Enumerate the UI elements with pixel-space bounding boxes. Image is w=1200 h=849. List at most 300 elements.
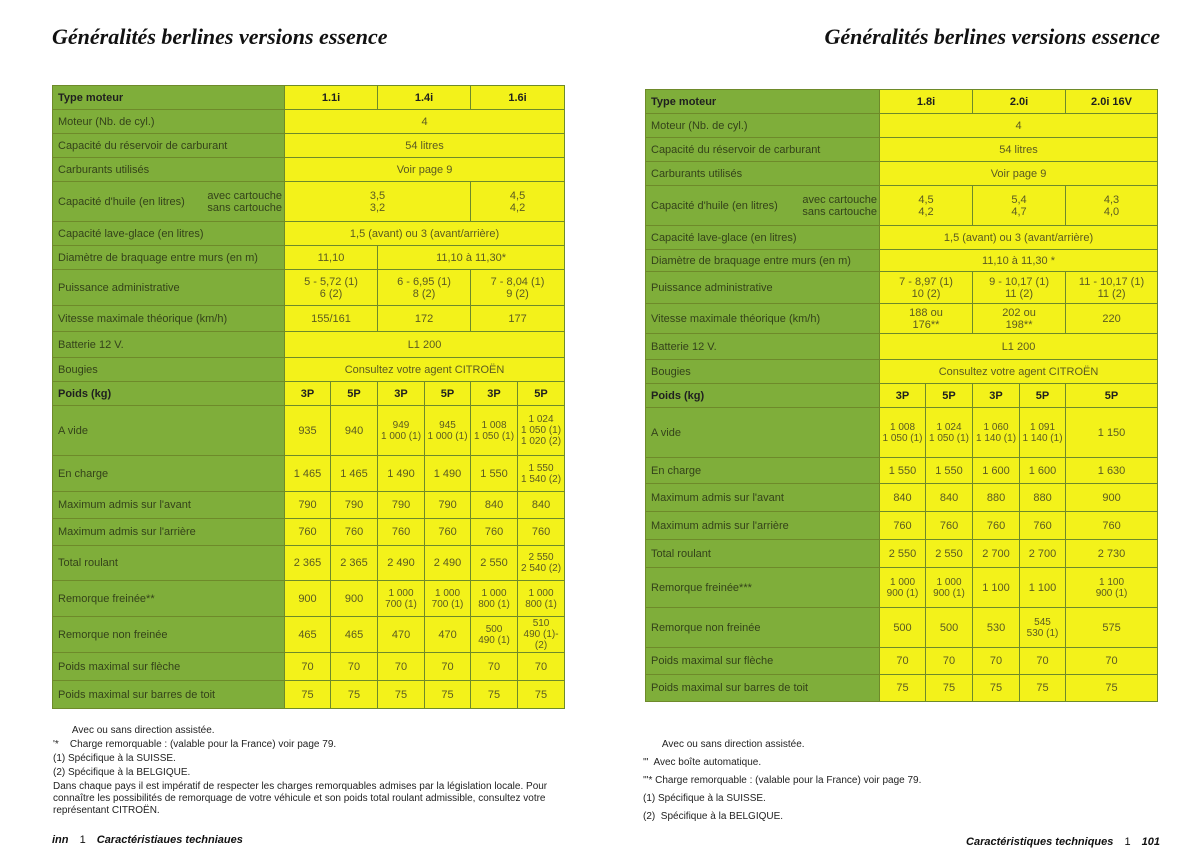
cell-value <box>518 492 565 519</box>
cell-value <box>471 581 518 617</box>
weight-value: 2 700 <box>982 547 1010 560</box>
weight-value: 465 <box>298 628 317 641</box>
oil-value: 4,5 <box>509 189 526 202</box>
footnote: '" Avec boîte automatique. <box>643 757 762 768</box>
cell-value <box>425 492 471 519</box>
cell-value <box>378 653 425 681</box>
weight-value: 790 <box>438 499 457 511</box>
cell-value <box>285 617 331 653</box>
weight-value: 465 <box>344 628 364 641</box>
cell-value <box>285 581 331 617</box>
cell-value <box>1020 648 1066 675</box>
footnote: '* Charge remorquable : (valable pour la France) voir page 79. <box>53 739 337 750</box>
cell-value <box>378 456 425 492</box>
weight-variant-value: 1 540 (2) <box>521 473 562 485</box>
cell-value <box>471 456 518 492</box>
weight-value: 75 <box>989 682 1003 694</box>
table-row <box>53 456 565 492</box>
weight-value: 840 <box>531 499 551 511</box>
weight-value: 1 550 <box>480 467 508 480</box>
weight-value: 949 <box>392 419 410 431</box>
weight-variant-value: 1 000 (1) <box>381 430 422 442</box>
power-value: 11 (2) <box>1005 287 1033 300</box>
row-label: Batterie 12 V. <box>53 332 285 358</box>
cell-value <box>331 456 378 492</box>
cell-value <box>425 617 471 653</box>
footnote: Avec ou sans direction assistée. <box>643 739 805 750</box>
cell-value <box>973 648 1020 675</box>
cell-value <box>880 408 926 458</box>
footnote: (1) Spécifique à la SUISSE. <box>643 793 766 804</box>
table-row <box>646 360 1158 384</box>
cell-value <box>880 568 926 608</box>
header-type-moteur: Type moteur <box>646 90 880 114</box>
weights-header-row <box>53 382 565 406</box>
table-row <box>53 158 565 182</box>
table-row <box>646 250 1158 272</box>
cell-value <box>926 608 973 648</box>
cell-value <box>285 681 331 709</box>
weight-column-header: 3P <box>471 382 518 406</box>
speed-value: 176** <box>912 318 940 331</box>
weight-value: 2 365 <box>340 557 368 569</box>
weight-value: 760 <box>344 526 364 538</box>
weight-value: 2 730 <box>1097 547 1126 560</box>
cell-value <box>880 272 973 304</box>
cell-value <box>1020 568 1066 608</box>
weight-value: 510 <box>532 618 550 629</box>
cell-value: 177 <box>471 306 565 332</box>
cell-value <box>880 608 926 648</box>
cell-value <box>331 406 378 456</box>
weight-value: 790 <box>391 499 411 511</box>
cell-value <box>973 272 1066 304</box>
row-label: Maximum admis sur l'arrière <box>646 512 880 540</box>
weight-variant-value: 1 050 (1) <box>521 425 562 436</box>
header-engine: 2.0i <box>973 90 1066 114</box>
cell-value <box>926 568 973 608</box>
table-row <box>53 182 565 222</box>
cell-value <box>425 519 471 546</box>
cell-value: 54 litres <box>285 134 565 158</box>
cell-value <box>880 458 926 484</box>
weight-value: 1 600 <box>982 464 1010 477</box>
table-row <box>53 110 565 134</box>
cell-value: Consultez votre agent CITROËN <box>880 360 1158 384</box>
weight-variant-value: 700 (1) <box>385 598 417 610</box>
cell-value <box>973 568 1020 608</box>
power-value: 11 - 10,17 (1) <box>1078 275 1145 288</box>
row-label: Bougies <box>53 358 285 382</box>
table-row <box>53 332 565 358</box>
weight-value: 75 <box>942 682 956 694</box>
oil-value: 3,2 <box>369 201 386 214</box>
cell-value <box>973 186 1066 226</box>
row-label: Vitesse maximale théorique (km/h) <box>53 306 285 332</box>
weight-value: 1 024 <box>936 421 962 433</box>
table-row <box>646 186 1158 226</box>
footnote-paragraph: Dans chaque pays il est impératif de respecter les charges remorquables admises par la législation locale. Pour connaître les possibilités de remorquage de votre véhicule et son poids total roulant admissible, consultez votre représentant CITROËN. <box>53 781 548 816</box>
weight-column-header: 3P <box>880 384 926 408</box>
power-value: 6 (2) <box>319 287 343 300</box>
cell-value <box>1066 408 1158 458</box>
weight-value: 2 365 <box>293 557 322 569</box>
weight-variant-value: 1 050 (1) <box>928 432 970 444</box>
oil-sublabels <box>802 194 877 218</box>
weight-variant-value: 2 540 (2) <box>521 563 562 574</box>
speed-value: 188 ou <box>909 306 943 319</box>
oil-value: 4,2 <box>509 201 526 214</box>
weight-value: 1 465 <box>293 467 322 480</box>
cell-value <box>425 653 471 681</box>
cell-value <box>1066 608 1158 648</box>
table-row <box>646 408 1158 458</box>
cell-value: 54 litres <box>880 138 1158 162</box>
row-label: Remorque freinée** <box>53 581 285 617</box>
weight-value: 1 550 <box>528 462 554 474</box>
row-label: Carburants utilisés <box>646 162 880 186</box>
weight-value: 760 <box>531 526 551 538</box>
cell-value <box>378 492 425 519</box>
weight-value: 1 008 <box>481 419 507 431</box>
row-label: Batterie 12 V. <box>646 334 880 360</box>
weight-value: 500 <box>939 621 959 634</box>
cell-value <box>518 546 565 581</box>
weight-column-header: 5P <box>926 384 973 408</box>
weight-value: 2 550 <box>888 547 917 560</box>
cell-value <box>285 519 331 546</box>
cell-value <box>1020 484 1066 512</box>
row-label: Capacité du réservoir de carburant <box>646 138 880 162</box>
weight-variant-value: 490 (1) <box>478 634 510 646</box>
page-number: 101 <box>1141 836 1160 848</box>
header-type-moteur: Type moteur <box>53 86 285 110</box>
table-header-row <box>646 90 1158 114</box>
weight-value: 1 630 <box>1097 464 1126 477</box>
weight-value: 1 091 <box>1030 421 1056 433</box>
cell-value <box>1066 484 1158 512</box>
footer-right <box>966 836 1160 848</box>
weight-value: 1 100 <box>1028 581 1057 594</box>
weight-variant-value: 1 050 (1) <box>882 432 923 444</box>
table-row <box>53 306 565 332</box>
weight-value: 790 <box>344 499 364 511</box>
weight-value: 70 <box>487 660 501 673</box>
cell-value <box>926 408 973 458</box>
table-row <box>646 226 1158 250</box>
weight-value: 2 550 <box>528 552 554 563</box>
weight-value: 1 490 <box>387 467 415 480</box>
weight-value: 790 <box>298 499 317 511</box>
weight-column-header: 3P <box>285 382 331 406</box>
power-value: 7 - 8,04 (1) <box>490 275 545 288</box>
row-label: Maximum admis sur l'avant <box>646 484 880 512</box>
cell-value <box>973 608 1020 648</box>
table-row <box>53 358 565 382</box>
weight-variant-value: 1 000 (1) <box>427 430 468 442</box>
row-label <box>646 186 880 226</box>
oil-value: 4,3 <box>1103 193 1120 206</box>
cell-value <box>880 304 973 334</box>
header-engine: 2.0i 16V <box>1066 90 1158 114</box>
cell-value <box>518 653 565 681</box>
row-label: Moteur (Nb. de cyl.) <box>646 114 880 138</box>
weight-value: 70 <box>301 660 314 673</box>
cell-value <box>378 581 425 617</box>
row-label: Maximum admis sur l'avant <box>53 492 285 519</box>
row-label: Capacité lave-glace (en litres) <box>53 222 285 246</box>
weight-value: 760 <box>1033 519 1052 532</box>
row-label: Puissance administrative <box>646 272 880 304</box>
row-label: Poids maximal sur barres de toit <box>646 675 880 702</box>
weight-column-header: 5P <box>331 382 378 406</box>
weight-value: 75 <box>1105 682 1118 694</box>
weight-variant-value: 1 050 (1) <box>474 430 515 442</box>
table-row <box>646 540 1158 568</box>
cell-value: L1 200 <box>880 334 1158 360</box>
table-row <box>646 484 1158 512</box>
table-row <box>646 568 1158 608</box>
weight-value: 760 <box>939 519 959 532</box>
cell-value <box>1066 272 1158 304</box>
cell-value <box>285 456 331 492</box>
cell-value <box>471 492 518 519</box>
cell-value <box>926 648 973 675</box>
weight-value: 900 <box>344 592 364 605</box>
cell-value: Consultez votre agent CITROËN <box>285 358 565 382</box>
row-label: Puissance administrative <box>53 270 285 306</box>
row-label: En charge <box>646 458 880 484</box>
footer-section: Caractéristiques techniques <box>966 836 1114 848</box>
weight-value: 500 <box>893 621 912 634</box>
table-row <box>53 222 565 246</box>
cell-value <box>471 406 518 456</box>
weight-value: 1 550 <box>935 464 963 477</box>
cell-value <box>1066 540 1158 568</box>
weight-variant-value: 1 140 (1) <box>1022 432 1063 444</box>
weight-value: 1 150 <box>1097 426 1126 439</box>
cell-value <box>378 617 425 653</box>
weight-column-header: 5P <box>518 382 565 406</box>
weight-value: 1 024 <box>528 414 554 425</box>
footer-section: Caractéristiaues techniaues <box>96 834 243 846</box>
weight-value: 70 <box>394 660 408 673</box>
weight-value: 75 <box>394 688 408 701</box>
cell-value: 11,10 à 11,30* <box>378 246 565 270</box>
table-row <box>646 648 1158 675</box>
cell-value <box>1020 408 1066 458</box>
power-value: 10 (2) <box>911 287 941 300</box>
oil-value: 4,5 <box>918 193 934 206</box>
cell-value <box>285 406 331 456</box>
cell-value: L1 200 <box>285 332 565 358</box>
weight-value: 2 550 <box>935 547 963 560</box>
row-label: Carburants utilisés <box>53 158 285 182</box>
table-row <box>646 512 1158 540</box>
table-row <box>646 458 1158 484</box>
table-row <box>53 246 565 270</box>
weight-value: 75 <box>301 688 314 701</box>
cell-value <box>378 519 425 546</box>
cell-value <box>926 512 973 540</box>
cell-value <box>425 406 471 456</box>
table-row <box>646 138 1158 162</box>
table-row <box>53 492 565 519</box>
cell-value <box>285 546 331 581</box>
row-label: Diamètre de braquage entre murs (en m) <box>53 246 285 270</box>
weight-column-header: 3P <box>973 384 1020 408</box>
row-label: Total roulant <box>53 546 285 581</box>
weight-value: 1 465 <box>340 467 368 480</box>
weight-variant-value: 490 (1)-(2) <box>523 629 559 651</box>
cell-value <box>880 484 926 512</box>
cell-value <box>425 681 471 709</box>
header-weights: Poids (kg) <box>53 382 285 406</box>
weight-variant-value: 530 (1) <box>1026 627 1059 639</box>
weight-variant-value: 700 (1) <box>431 598 464 610</box>
footnote: Avec ou sans direction assistée. <box>53 725 215 736</box>
row-label: A vide <box>646 408 880 458</box>
cell-value <box>973 675 1020 702</box>
row-label <box>53 182 285 222</box>
cell-value <box>471 681 518 709</box>
weight-value: 1 000 <box>889 576 916 588</box>
cell-value <box>880 512 926 540</box>
cell-value <box>973 540 1020 568</box>
weight-value: 840 <box>893 491 912 504</box>
weight-value: 880 <box>986 491 1006 504</box>
cell-value: 11,10 <box>285 246 378 270</box>
weight-value: 530 <box>986 621 1006 634</box>
cell-value: 11,10 à 11,30 * <box>880 250 1158 272</box>
cell-value <box>285 182 471 222</box>
footnote: (1) Spécifique à la SUISSE. <box>53 753 176 764</box>
cell-value <box>518 681 565 709</box>
row-label: Total roulant <box>646 540 880 568</box>
cell-value <box>425 546 471 581</box>
table-row <box>53 406 565 456</box>
weight-value: 1 100 <box>982 581 1010 594</box>
page-title-right: Généralités berlines versions essence <box>824 24 1160 49</box>
weight-value: 900 <box>1102 491 1121 504</box>
row-label: Vitesse maximale théorique (km/h) <box>646 304 880 334</box>
weight-value: 75 <box>487 688 501 701</box>
cell-value: Voir page 9 <box>880 162 1158 186</box>
weight-value: 1 100 <box>1099 576 1125 588</box>
cell-value <box>285 270 378 306</box>
cell-value <box>973 484 1020 512</box>
weight-value: 1 550 <box>888 464 917 477</box>
power-value: 9 (2) <box>506 287 529 300</box>
cell-value <box>880 648 926 675</box>
cell-value <box>518 519 565 546</box>
cell-value <box>926 540 973 568</box>
weight-value: 75 <box>1036 682 1049 694</box>
weight-value: 75 <box>441 688 454 701</box>
weight-variant-value: 800 (1) <box>478 598 510 610</box>
header-weights: Poids (kg) <box>646 384 880 408</box>
cell-value <box>331 681 378 709</box>
power-value: 6 - 6,95 (1) <box>397 275 451 288</box>
cell-value <box>1020 512 1066 540</box>
weight-value: 1 000 <box>481 587 507 599</box>
power-value: 8 (2) <box>412 287 436 300</box>
cell-value <box>378 546 425 581</box>
weight-value: 1 000 <box>388 587 414 599</box>
weight-value: 1 490 <box>433 467 462 480</box>
row-label: Diamètre de braquage entre murs (en m) <box>646 250 880 272</box>
cell-value <box>471 653 518 681</box>
cell-value: 172 <box>378 306 471 332</box>
row-label: Bougies <box>646 360 880 384</box>
cell-value <box>1020 675 1066 702</box>
footer-separator: 1 <box>79 834 86 846</box>
weight-value: 1 000 <box>936 576 962 588</box>
weight-column-header: 5P <box>1020 384 1066 408</box>
oil-value: 4,0 <box>1103 205 1120 218</box>
weight-value: 70 <box>441 660 454 673</box>
table-row <box>53 546 565 581</box>
cell-value: 1,5 (avant) ou 3 (avant/arrière) <box>285 222 565 246</box>
speed-value: 202 ou <box>1002 306 1036 319</box>
row-label: Poids maximal sur flèche <box>646 648 880 675</box>
weight-variant-value: 800 (1) <box>525 598 557 610</box>
cell-value <box>331 617 378 653</box>
oil-sub-with: avec cartouche <box>207 189 282 202</box>
speed-value: 198** <box>1005 318 1033 331</box>
weight-value: 1 000 <box>528 587 554 599</box>
row-label: En charge <box>53 456 285 492</box>
cell-value <box>973 408 1020 458</box>
cell-value <box>1020 608 1066 648</box>
footnote: (2) Spécifique à la BELGIQUE. <box>643 811 784 822</box>
table-row <box>646 272 1158 304</box>
footnotes-left <box>53 724 573 817</box>
table-row <box>646 334 1158 360</box>
cell-value <box>973 304 1066 334</box>
cell-value <box>331 519 378 546</box>
table-row <box>53 581 565 617</box>
table-row <box>646 114 1158 138</box>
cell-value <box>518 456 565 492</box>
cell-value <box>331 546 378 581</box>
cell-value <box>1066 186 1158 226</box>
weight-value: 1 008 <box>889 421 916 433</box>
cell-value <box>331 492 378 519</box>
oil-sub-without: sans cartouche <box>802 205 877 218</box>
oil-label: Capacité d'huile (en litres) <box>58 195 185 208</box>
cell-value <box>285 492 331 519</box>
weight-value: 840 <box>939 491 959 504</box>
weight-value: 1 600 <box>1028 464 1057 477</box>
power-value: 7 - 8,97 (1) <box>899 275 953 288</box>
weight-column-header: 3P <box>378 382 425 406</box>
power-value: 5 - 5,72 (1) <box>304 275 358 288</box>
weight-value: 2 550 <box>480 557 508 569</box>
cell-value <box>880 675 926 702</box>
weight-variant-value: 900 (1) <box>1095 587 1128 599</box>
header-engine: 1.4i <box>378 86 471 110</box>
cell-value <box>425 456 471 492</box>
oil-value: 4,7 <box>1011 205 1027 218</box>
table-row <box>646 304 1158 334</box>
spec-table-right <box>645 89 1158 702</box>
page-number: inn <box>52 834 69 846</box>
cell-value: 1,5 (avant) ou 3 (avant/arrière) <box>880 226 1158 250</box>
cell-value <box>378 270 471 306</box>
cell-value <box>1020 458 1066 484</box>
weight-variant-value: 1 140 (1) <box>976 432 1017 444</box>
